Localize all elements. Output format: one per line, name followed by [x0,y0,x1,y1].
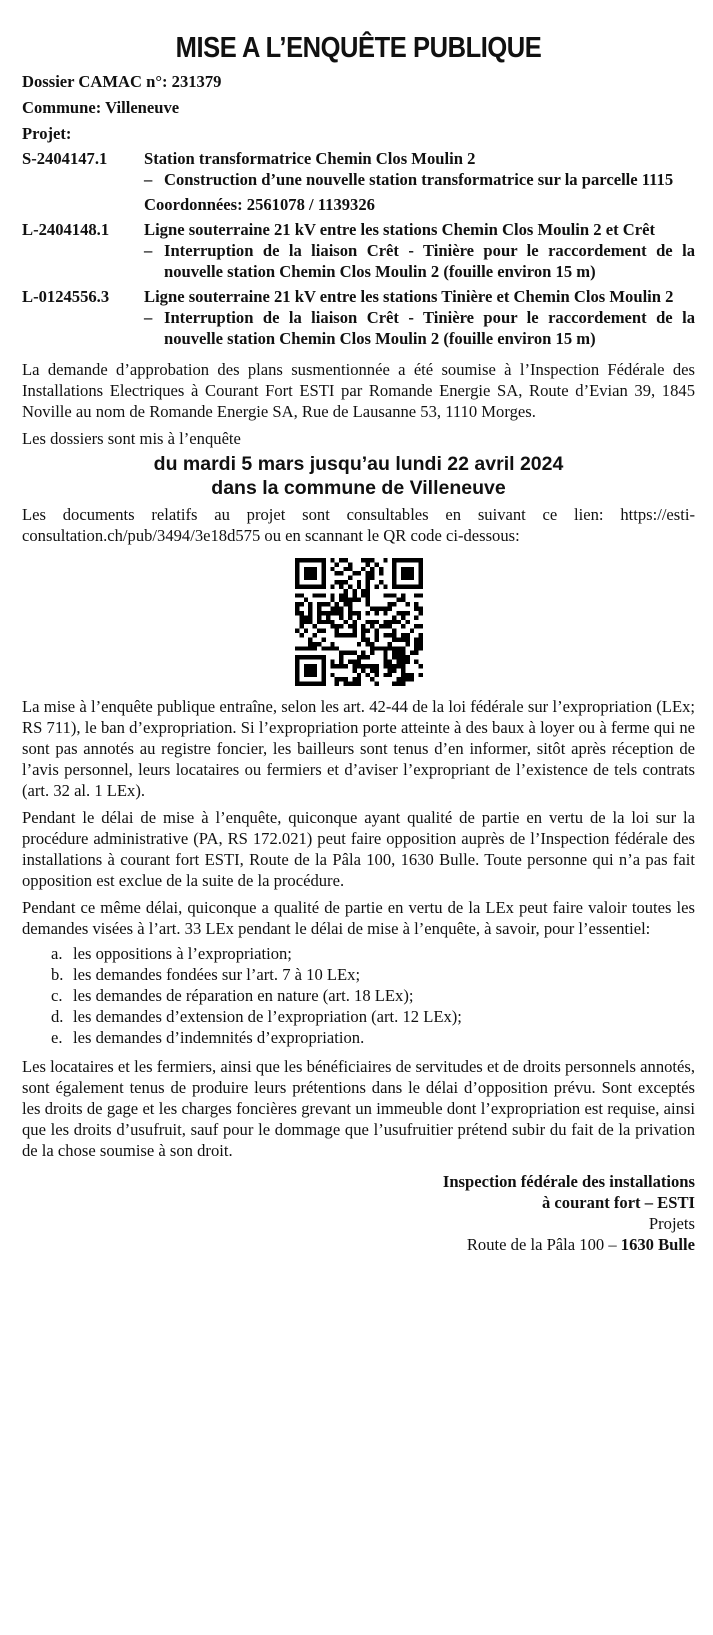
signature-city: 1630 Bulle [620,1235,695,1254]
qr-code-container [22,558,695,686]
project-coordinates: Coordonnées: 2561078 / 1139326 [144,195,375,214]
list-item-text: les oppositions à l’expropriation; [73,944,292,963]
list-item-text: les demandes d’extension de l’expropriation (art. 12 LEx); [73,1007,462,1026]
dossier-number: Dossier CAMAC n°: 231379 [22,72,222,91]
dash: – [144,308,153,327]
signature-line-3: Projets [648,1214,695,1233]
signature-line-1: Inspection fédérale des installations [442,1172,695,1191]
signature-block [22,1171,695,1255]
project-code: L-2404148.1 [22,220,110,239]
project-title: Station transformatrice Chemin Clos Moulin 2 [144,149,476,168]
enquete-dates [22,452,695,500]
project-block [22,148,695,215]
project-code: S-2404147.1 [22,149,108,168]
project-item-text: Interruption de la liaison Crêt - Tinière pour le raccordement de la nouvelle station Chemin Clos Moulin 2 (fouille environ 15 m) [164,308,695,348]
project-code: L-0124556.3 [22,287,110,306]
list-item [51,1027,695,1048]
list-item [51,985,695,1006]
locataires-paragraph: Les locataires et les fermiers, ainsi que les bénéficiaires de servitudes et de droits personnels annotés, sont également tenus de produire leurs prétentions dans le délai d’opposition prévu. Sont exceptés les droits de gage et les charges foncières grevant un immeuble dont l’expropriation est requise, ainsi que les droits d’usufruit, sauf pour le dommage que l’usufruitier prétend subir du fait de la privation de la chose soumise à son droit. [22,1057,695,1160]
project-title: Ligne souterraine 21 kV entre les stations Chemin Clos Moulin 2 et Crêt [144,220,655,239]
list-item [51,964,695,985]
qr-code-icon[interactable] [295,558,423,686]
intro-paragraph: La demande d’approbation des plans susmentionnée a été soumise à l’Inspection Fédérale des Installations Electriques à Courant Fort ESTI par Romande Energie SA, Route d’Evian 39, 1845 Noville au nom de Romande Energie SA, Rue de Lausanne 53, 1110 Morges. [22,360,695,421]
list-item-text: les demandes de réparation en nature (art. 18 LEx); [73,986,414,1005]
documents-paragraph: Les documents relatifs au projet sont consultables en suivant ce lien: https://esti-consultation.ch/pub/3494/3e18d575 ou en scannant le QR code ci-dessous: [22,505,695,545]
list-item [51,943,695,964]
project-block [22,219,695,282]
opposition-paragraph: Pendant le délai de mise à l’enquête, quiconque ayant qualité de partie en vertu de la loi sur la procédure administrative (PA, RS 172.021) peut faire opposition auprès de l’Inspection fédérale des installations à courant fort ESTI, Route de la Pâla 100, 1630 Bulle. Toute personne qui n’a pas fait opposition est exclue de la suite de la procédure. [22,808,695,890]
project-item-text: Construction d’une nouvelle station transformatrice sur la parcelle 1115 [164,170,674,189]
expropriation-paragraph: La mise à l’enquête publique entraîne, selon les art. 42-44 de la loi fédérale sur l’expropriation (LEx; RS 711), le ban d’expropriation. Si l’expropriation porte atteinte à des baux à loyer ou à ferme qui ne sont pas annotés au registre foncier, les bailleurs sont tenus d’en informer, sitôt après réception de l’avis personnel, leurs locataires ou fermiers et d’aviser l’expropriant de l’existence de tels contrats (art. 32 al. 1 LEx). [22,697,695,800]
project-item [144,307,695,349]
demandes-paragraph: Pendant ce même délai, quiconque a qualité de partie en vertu de la LEx peut faire valoir toutes les demandes visées à l’art. 33 LEx pendant le délai de mise à l’enquête, à savoir, pour l’essentiel: [22,898,695,938]
enquete-lead: Les dossiers sont mis à l’enquête [22,429,241,448]
list-item-label: c. [51,986,63,1005]
list-item-text: les demandes fondées sur l’art. 7 à 10 LEx; [73,965,361,984]
dash: – [144,241,153,260]
signature-address [22,1234,695,1255]
signature-address-text: Route de la Pâla 100 – [466,1235,621,1254]
list-item-label: b. [51,965,64,984]
demandes-list [51,943,695,1048]
list-item-label: d. [51,1007,64,1026]
project-item [144,240,695,282]
project-block [22,286,695,349]
project-item-text: Interruption de la liaison Crêt - Tinière pour le raccordement de la nouvelle station Chemin Clos Moulin 2 (fouille environ 15 m) [164,241,695,281]
dash: – [144,170,153,189]
project-title: Ligne souterraine 21 kV entre les stations Tinière et Chemin Clos Moulin 2 [144,287,674,306]
list-item-text: les demandes d’indemnités d’expropriation. [73,1028,365,1047]
signature-line-2: à courant fort – ESTI [541,1193,695,1212]
projet-label: Projet: [22,124,72,143]
list-item-label: a. [51,944,63,963]
list-item [51,1006,695,1027]
project-item [144,169,695,190]
list-item-label: e. [51,1028,63,1047]
notice-page [0,30,713,1255]
dates-line-1: du mardi 5 mars jusqu’au lundi 22 avril 2024 [153,453,564,475]
dates-line-2: dans la commune de Villeneuve [211,477,506,499]
page-title: MISE A L’ENQUÊTE PUBLIQUE [175,32,542,64]
commune: Commune: Villeneuve [22,98,180,117]
